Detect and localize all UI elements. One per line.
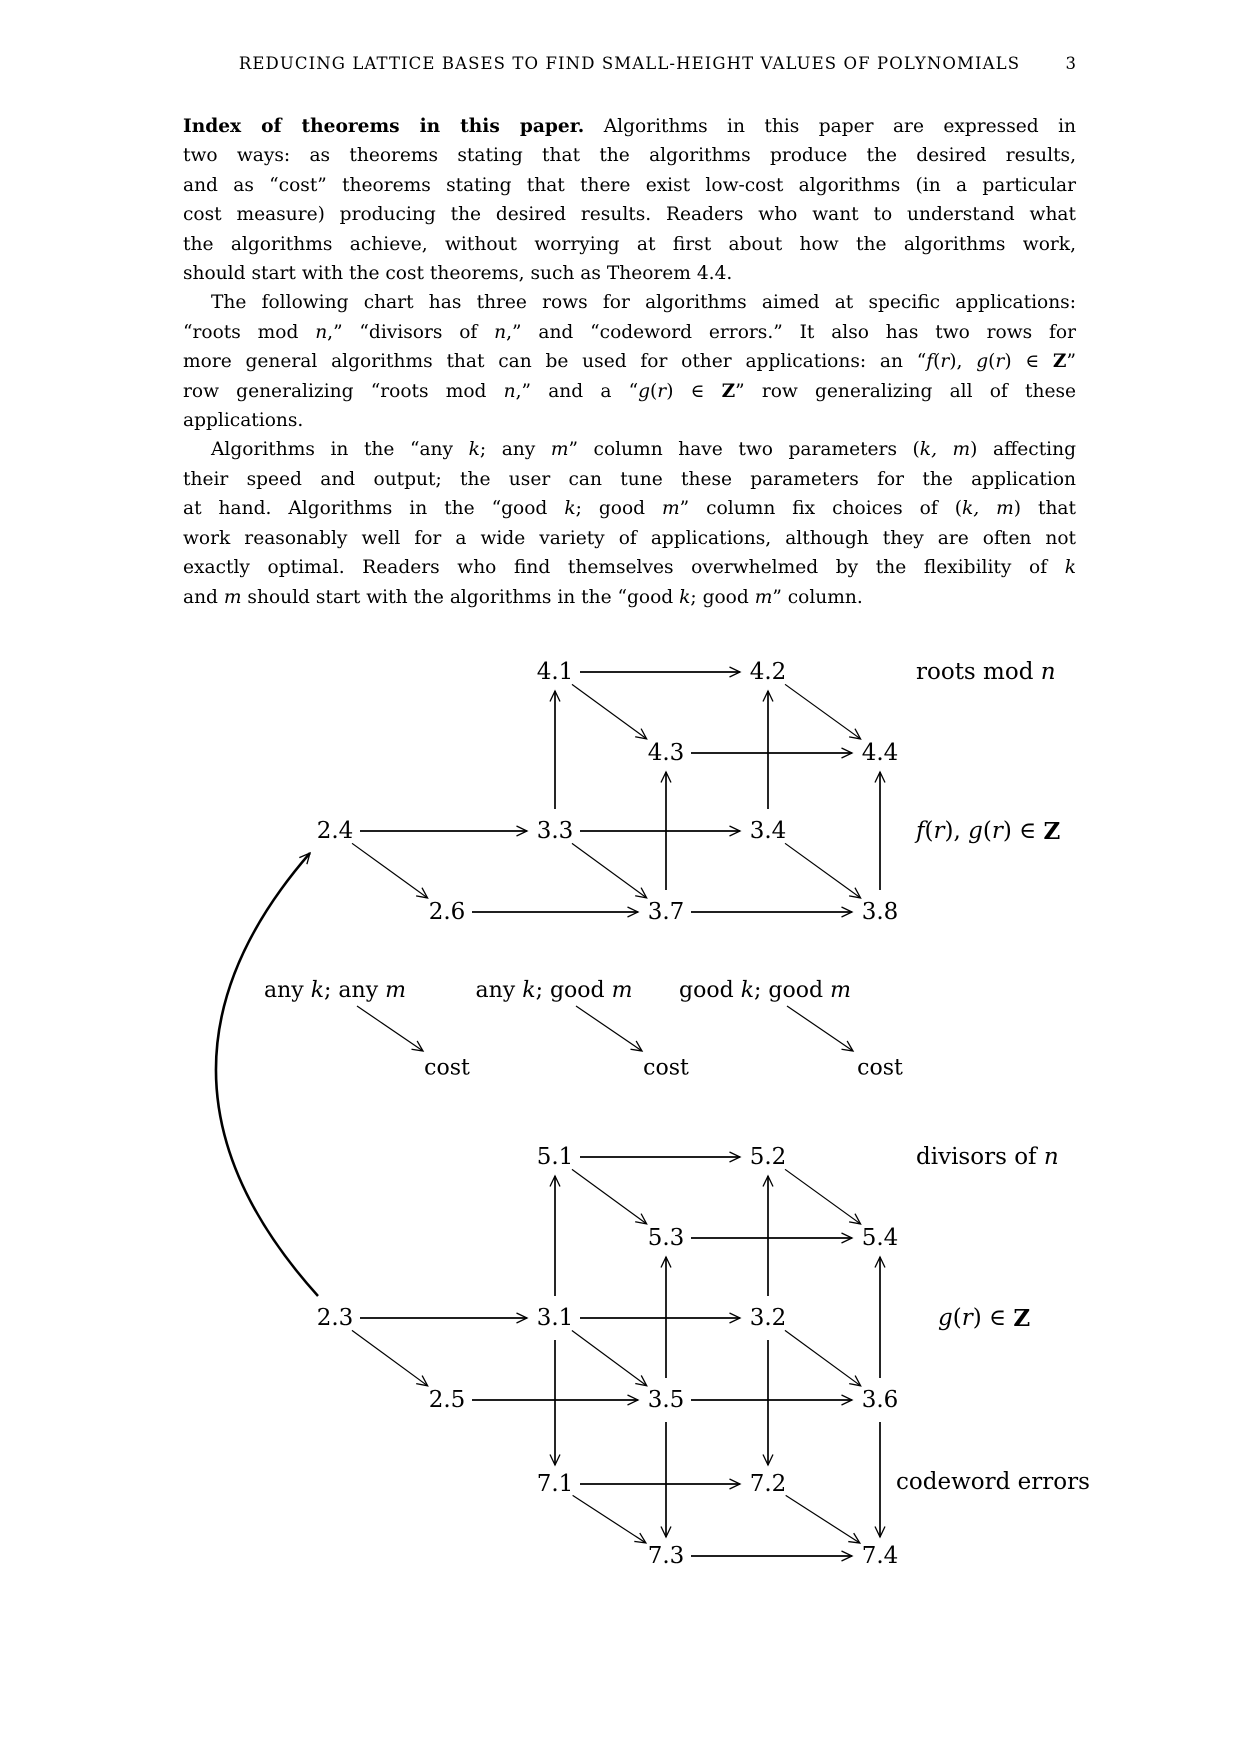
- diagram-node-5.2: 5.2: [749, 1144, 787, 1170]
- diagram-edges: [216, 672, 880, 1556]
- math-italic: n: [315, 321, 328, 343]
- math-italic: k, m: [919, 439, 971, 461]
- math-italic: m: [754, 586, 773, 608]
- row-label-codeword-errors: codeword errors: [896, 1469, 1090, 1495]
- diagram-node-3.7: 3.7: [647, 899, 685, 925]
- row-label-fr-gr-in-Z: f(r), g(r) ∈ Z: [916, 817, 1061, 845]
- body-text: ; good: [575, 498, 663, 520]
- body-text: Algorithms in this paper are expressed in: [584, 116, 1076, 137]
- body-text: ) affecting: [970, 439, 1076, 461]
- diagram-node-2.3: 2.3: [316, 1305, 354, 1331]
- cost-label-2: cost: [643, 1055, 689, 1081]
- diagram-node-4.1: 4.1: [536, 659, 574, 685]
- body-text: should start with the cost theorems, such as Theorem 4.4.: [183, 263, 733, 285]
- diagram-node-7.1: 7.1: [536, 1471, 574, 1497]
- bold-text: Z: [1052, 351, 1067, 373]
- math-italic: k: [564, 498, 576, 520]
- body-text: applications.: [183, 410, 304, 432]
- diagram-texts: [264, 659, 1090, 1569]
- body-text: exactly optimal. Readers who find themselves overwhelmed by the flexibility of: [183, 557, 1065, 579]
- diagram-node-2.4: 2.4: [316, 818, 354, 844]
- math-italic: g: [638, 380, 651, 402]
- edge-4.2-to-4.4: [785, 684, 861, 739]
- math-italic: r: [995, 351, 1005, 373]
- body-text: more general algorithms that can be used for other applications: an “: [183, 351, 927, 373]
- math-italic: m: [550, 439, 569, 461]
- body-text: row generalizing “roots mod: [183, 380, 504, 402]
- diagram-node-3.4: 3.4: [749, 818, 787, 844]
- body-text: ”: [1066, 351, 1076, 373]
- diagram-node-4.4: 4.4: [861, 740, 899, 766]
- edge-2.3-to-2.5: [352, 1330, 428, 1385]
- body-text: ) that: [1013, 498, 1076, 520]
- math-italic: n: [503, 380, 516, 402]
- body-text: “roots mod: [183, 321, 316, 343]
- diagram-node-5.3: 5.3: [647, 1225, 685, 1251]
- row-label-roots-mod-n: roots mod n: [916, 659, 1056, 685]
- diagram-node-3.2: 3.2: [749, 1305, 787, 1331]
- body-text: work reasonably well for a wide variety of applications, although they are often not: [183, 527, 1076, 549]
- cost-label-1: cost: [424, 1055, 470, 1081]
- diagram-node-3.1: 3.1: [536, 1305, 574, 1331]
- edge-3.1-to-3.5: [572, 1330, 647, 1385]
- running-head-title: REDUCING LATTICE BASES TO FIND SMALL-HEIGHT VALUES OF POLYNOMIALS: [238, 54, 1021, 73]
- cost-arrow-2: [576, 1006, 642, 1051]
- body-text: and as “cost” theorems stating that there exist low-cost algorithms (in a particular: [183, 174, 1076, 196]
- body-text: ” column.: [772, 586, 863, 608]
- math-italic: r: [657, 380, 667, 402]
- edge-2.4-to-2.6: [352, 843, 428, 898]
- bold-text: Index of theorems in this paper.: [183, 116, 585, 137]
- edge-3.4-to-3.8: [785, 843, 861, 898]
- body-text: ),: [949, 351, 977, 373]
- diagram-node-3.5: 3.5: [647, 1387, 685, 1413]
- body-text: ) ∈: [1004, 351, 1053, 373]
- math-italic: n: [494, 321, 507, 343]
- body-text: (: [650, 380, 658, 402]
- body-text: ” column fix choices of (: [679, 498, 962, 520]
- body-text: at hand. Algorithms in the “good: [183, 498, 565, 520]
- edge-4.1-to-4.3: [572, 684, 647, 738]
- diagram-node-4.3: 4.3: [647, 740, 685, 766]
- row-label-divisors-of-n: divisors of n: [916, 1144, 1059, 1170]
- body-text: cost measure) producing the desired results. Readers who want to understand what: [183, 204, 1076, 226]
- body-text: should start with the algorithms in the “good: [241, 586, 680, 608]
- edge-5.2-to-5.4: [785, 1169, 861, 1224]
- body-text: ,” and a “: [515, 380, 639, 402]
- col-label-any-k-any-m: any k; any m: [263, 977, 407, 1003]
- body-text: the algorithms achieve, without worrying at first about how the algorithms work,: [183, 233, 1076, 255]
- body-text: ” column have two parameters (: [568, 439, 920, 461]
- body-text: (: [933, 351, 941, 373]
- edge-7.1-to-7.3: [573, 1495, 646, 1543]
- bold-text: Z: [721, 380, 736, 402]
- diagram-node-5.1: 5.1: [536, 1144, 574, 1170]
- row-label-gr-in-Z: g(r) ∈ Z: [938, 1304, 1031, 1332]
- edge-5.1-to-5.3: [572, 1169, 647, 1223]
- diagram-node-7.4: 7.4: [861, 1543, 899, 1569]
- edge-7.2-to-7.4: [786, 1495, 860, 1543]
- diagram-node-3.3: 3.3: [536, 818, 574, 844]
- math-italic: k: [468, 439, 480, 461]
- body-text: (: [988, 351, 996, 373]
- body-text: ,” and “codeword errors.” It also has two rows for: [506, 321, 1076, 343]
- body-text: ; good: [690, 586, 755, 608]
- math-italic: k: [1064, 557, 1076, 579]
- curve-arrow-2.3-to-2.4: [216, 853, 318, 1296]
- math-italic: f: [926, 351, 934, 373]
- body-text: ,” “divisors of: [327, 321, 495, 343]
- diagram-node-2.5: 2.5: [428, 1387, 466, 1413]
- body-text: ) ∈: [666, 380, 722, 402]
- body-text: and: [183, 586, 224, 608]
- col-label-good-k-good-m: good k; good m: [679, 977, 851, 1003]
- cost-arrow-3: [787, 1006, 853, 1051]
- diagram-node-7.2: 7.2: [749, 1471, 787, 1497]
- diagram-node-4.2: 4.2: [749, 659, 787, 685]
- diagram-node-2.6: 2.6: [428, 899, 466, 925]
- edge-3.3-to-3.7: [572, 843, 647, 897]
- diagram-node-7.3: 7.3: [647, 1543, 685, 1569]
- page-number: 3: [1065, 54, 1076, 73]
- diagram-node-3.8: 3.8: [861, 899, 899, 925]
- math-italic: k: [679, 586, 691, 608]
- math-italic: m: [662, 498, 680, 520]
- body-text: two ways: as theorems stating that the algorithms produce the desired results,: [183, 145, 1076, 167]
- cost-label-3: cost: [857, 1055, 903, 1081]
- diagram-node-3.6: 3.6: [861, 1387, 899, 1413]
- body-text: ” row generalizing all of these: [735, 380, 1076, 402]
- body-text: Algorithms in the “any: [211, 439, 469, 461]
- body-text: ; any: [479, 439, 551, 461]
- math-italic: m: [223, 586, 242, 608]
- math-italic: r: [940, 351, 950, 373]
- body-text: their speed and output; the user can tune these parameters for the application: [183, 468, 1076, 490]
- col-label-any-k-good-m: any k; good m: [475, 977, 633, 1003]
- diagram-node-5.4: 5.4: [861, 1225, 899, 1251]
- math-italic: g: [976, 351, 989, 373]
- body-text: The following chart has three rows for algorithms aimed at specific applications:: [211, 292, 1076, 314]
- math-italic: k, m: [961, 498, 1014, 520]
- edge-3.2-to-3.6: [785, 1330, 861, 1385]
- cost-arrow-1: [357, 1006, 423, 1051]
